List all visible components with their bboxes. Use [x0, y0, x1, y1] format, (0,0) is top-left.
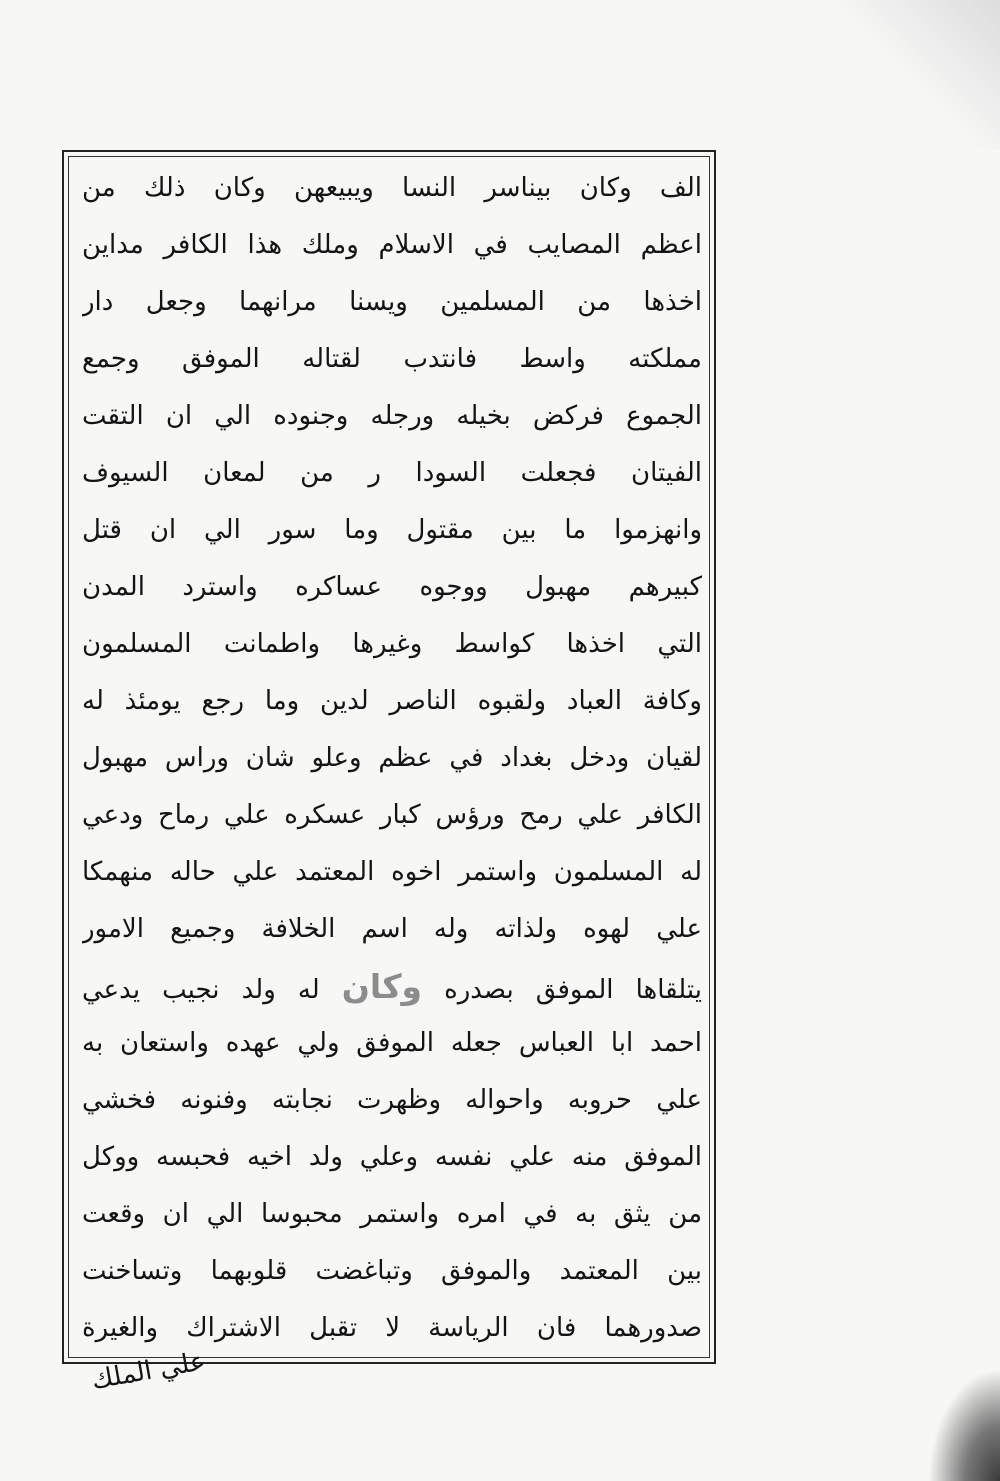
manuscript-line-10: وكافة العباد ولقبوه الناصر لدين وما رجع يومئذ له [82, 686, 702, 716]
manuscript-line-2: اعظم المصايب في الاسلام وملك هذا الكافر مداين [82, 230, 702, 260]
manuscript-line-14: علي لهوه ولذاته وله اسم الخلافة وجميع الامور [82, 914, 702, 944]
text-block [82, 160, 702, 1357]
manuscript-line-12: الكافر علي رمح ورؤس كبار عسكره علي رماح ودعي [82, 800, 702, 830]
manuscript-line-18: الموفق منه علي نفسه وعلي ولد اخيه فحبسه ووكل [82, 1142, 702, 1172]
manuscript-line-16: احمد ابا العباس جعله الموفق ولي عهده واستعان به [82, 1028, 702, 1058]
later-insertion-note: وكان [341, 967, 423, 1006]
page-corner-shadow-bottom [930, 1371, 1000, 1481]
line-15-before-insert: يتلقاها الموفق بصدره [444, 975, 702, 1005]
manuscript-line-6: الفيتان فجعلت السودا ر من لمعان السيوف [82, 458, 702, 488]
manuscript-line-15 [82, 958, 702, 1015]
manuscript-line-3: اخذها من المسلمين ويسنا مرانهما وجعل دار [82, 287, 702, 317]
manuscript-line-13: له المسلمون واستمر اخوه المعتمد علي حاله منهمكا [82, 857, 702, 887]
manuscript-line-20: بين المعتمد والموفق وتباغضت قلوبهما وتساخنت [82, 1256, 702, 1286]
line-15-after-insert: له ولد نجيب يدعي [82, 975, 320, 1005]
manuscript-line-1: الف وكان بيناسر النسا ويبيعهن وكان ذلك من [82, 173, 702, 203]
manuscript-line-19: من يثق به في امره واستمر محبوسا الي ان وقعت [82, 1199, 702, 1229]
manuscript-line-21: صدورهما فان الرياسة لا تقبل الاشتراك والغيرة [82, 1313, 702, 1343]
manuscript-line-5: الجموع فركض بخيله ورجله وجنوده الي ان التقت [82, 401, 702, 431]
manuscript-line-17: علي حروبه واحواله وظهرت نجابته وفنونه فخشي [82, 1085, 702, 1115]
manuscript-line-7: وانهزموا ما بين مقتول وما سور الي ان قتل [82, 515, 702, 545]
manuscript-line-9: التي اخذها كواسط وغيرها واطمانت المسلمون [82, 629, 702, 659]
page-corner-shadow-top [830, 0, 1000, 150]
manuscript-line-8: كبيرهم مهبول ووجوه عساكره واسترد المدن [82, 572, 702, 602]
catchword: علي الملك [89, 1346, 208, 1396]
manuscript-line-4: مملكته واسط فانتدب لقتاله الموفق وجمع [82, 344, 702, 374]
manuscript-line-11: لقيان ودخل بغداد في عظم وعلو شان وراس مهبول [82, 743, 702, 773]
